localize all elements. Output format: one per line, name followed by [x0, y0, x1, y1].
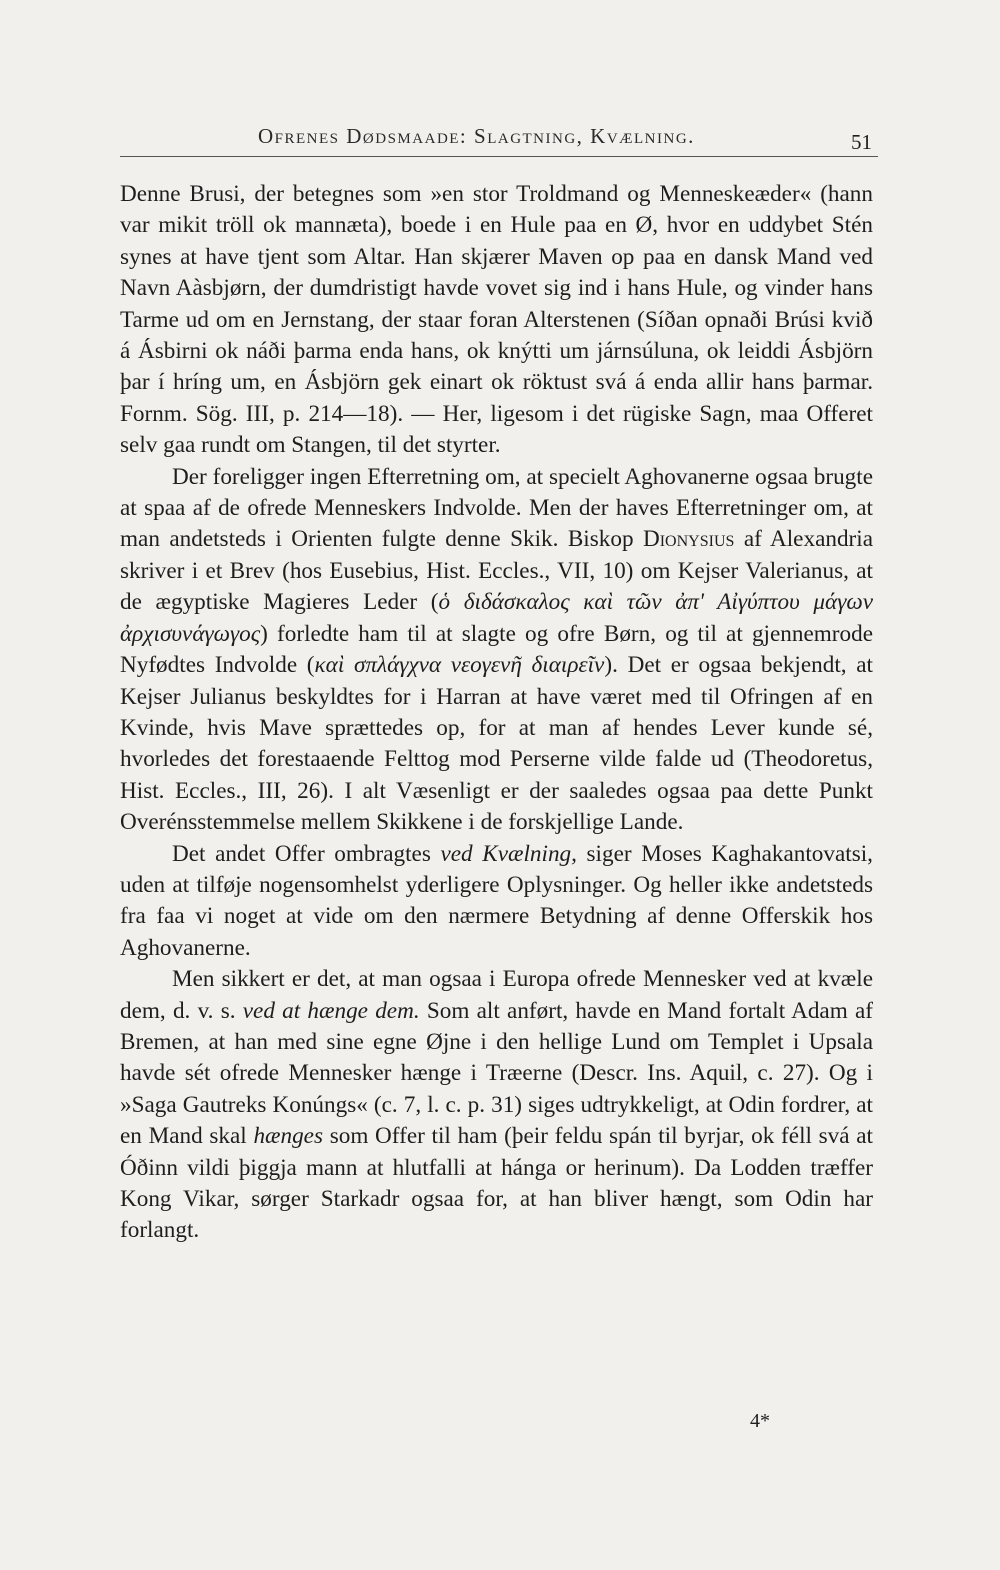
text-run: siger Moses Kaghakantovatsi, uden at tilføje nogensomhelst yderligere Oplysninger. Og heller ikke andetsteds fra faa vi noget at vide om den nærmere Betydning af denne Offerskik hos Aghovanerne. — [120, 840, 873, 961]
text-run: Men sikkert er det, at man ogsaa i Europa ofrede Mennesker ved at kvæle dem, d. v. s. — [120, 966, 873, 1024]
paragraph — [120, 179, 873, 462]
page-number: 51 — [851, 130, 872, 154]
text-run: Som alt anført, havde en Mand fortalt Adam af Bremen, at han med sine egne Øjne i den hellige Lund om Templet i Upsala havde sét ofrede Mennesker hænge i Træerne (Descr. Ins. Aquil, c. 27). Og i »Saga Gautreks Konúngs« (c. 7, l. c. p. 31) siges udtrykkeligt, at Odin fordrer, at en Mand skal — [120, 997, 873, 1150]
greek-quotation: καὶ σπλάγχνα νεογενῆ διαιρεῖν — [314, 652, 605, 679]
text-run: Der foreligger ingen Efterretning om, at specielt Aghovanerne ogsaa brugte at spaa af de ofrede Menneskers Indvolde. Men der haves Efterretninger om, at man andetsteds i Orienten fulgte denne Skik. Biskop — [120, 463, 873, 553]
text-run: som Offer til ham (þeir feldu spán til byrjar, ok féll svá at Óðinn vildi þiggja mann at hlutfalli at hánga or herinum). Da Lodden træffer Kong Vikar, sørger Starkadr ogsaa for, at han bliver hængt, som Odin har forlangt. — [120, 1123, 873, 1244]
body-text — [120, 179, 873, 1247]
text-run: ). Det er ogsaa bekjendt, at Kejser Julianus beskyldtes for i Harran at have været med til Ofringen af en Kvinde, hvis Mave sprættedes op, for at man af hendes Lever kunde sé, hvorledes det forestaaende Felttog mod Perserne vilde falde ud (Theodoretus, Hist. Eccles., III, 26). I alt Væsenligt er der saaledes ogsaa paa dette Punkt Overénsstemmelse mellem Skikkene i de forskjellige Lande. — [120, 652, 873, 836]
small-caps-name: Dionysius — [642, 526, 735, 553]
greek-quotation: ὁ διδάσκαλος καὶ τῶν ἀπ' Αἰγύπτου μάγων ἀρχισυνάγωγος — [120, 589, 873, 647]
header-rule — [120, 156, 878, 157]
paragraph — [120, 964, 873, 1247]
signature-mark: 4* — [750, 1410, 770, 1432]
page-header — [120, 124, 878, 158]
text-run: Denne Brusi, der betegnes som »en stor Troldmand og Menneskeæder« (hann var mikit tröll ok mannæta), boede i en Hule paa en Ø, hvor en uddybet Stén synes at have tjent som Altar. Han skjærer Maven op paa en dansk Mand ved Navn Aàsbjørn, der dumdristigt havde vovet sig ind i hans Hule, og vinder hans Tarme ud om en Jernstang, der staar foran Alterstenen (Síðan opnaði Brúsi kvið á Ásbirni ok náði þarma enda hans, ok knýtti um járnsúluna, ok leiddi Ásbjörn þar í hríng um, en Ásbjörn gek einart ok röktust svá á enda allir hans þarmar. Fornm. Sög. III, p. 214—18). — Her, ligesom i det rügiske Sagn, maa Offeret selv gaa rundt om Stangen, til det styrter. — [120, 181, 873, 459]
paragraph — [120, 839, 873, 965]
emphasis-text: ved Kvælning, — [440, 840, 577, 867]
text-run: af Alexandria skriver i et Brev (hos Eusebius, Hist. Eccles., VII, 10) om Kejser Valerianus, at de ægyptiske Magieres Leder ( — [120, 526, 874, 616]
emphasis-text: ved at hænge dem. — [242, 997, 420, 1024]
text-run: ) forledte ham til at slagte og ofre Børn, og til at gjennemrode Nyfødtes Indvolde ( — [120, 620, 873, 679]
running-title: Ofrenes Dødsmaade: Slagtning, Kvælning. — [258, 124, 695, 148]
paragraph — [120, 462, 873, 839]
emphasis-text: hænges — [253, 1123, 323, 1150]
text-run: Det andet Offer ombragtes — [172, 840, 441, 867]
